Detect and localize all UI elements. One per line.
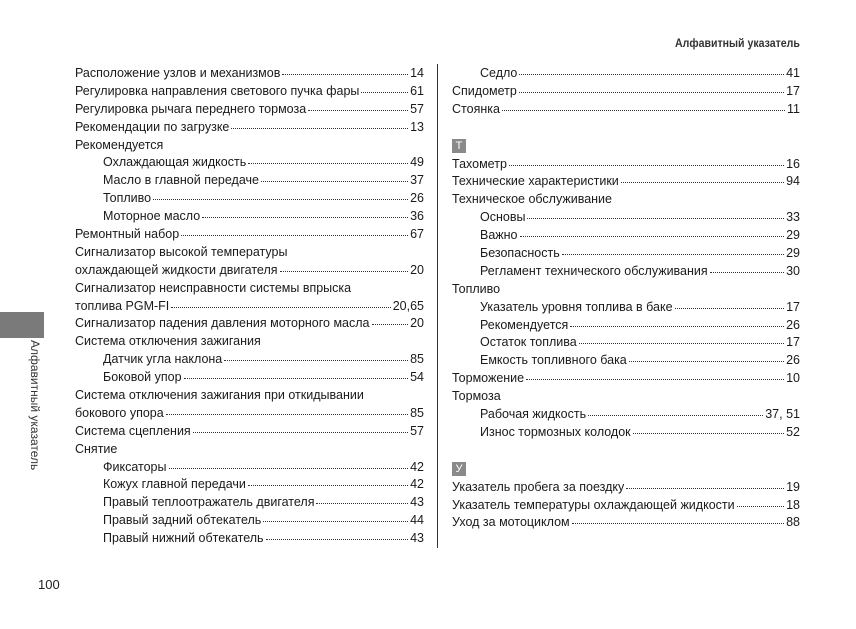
index-entry-term: бокового упора	[75, 405, 164, 420]
dot-leader	[266, 539, 409, 540]
index-entry-page: 88	[786, 515, 800, 530]
index-entry	[75, 262, 424, 280]
index-entry	[75, 494, 424, 512]
index-entry-term: Сигнализатор неисправности системы впрыска	[75, 280, 352, 295]
index-entry	[452, 406, 800, 424]
dot-leader	[570, 326, 784, 327]
index-entry-term: Моторное масло	[103, 209, 201, 224]
index-entry	[75, 226, 424, 244]
index-entry-term: Торможение	[452, 371, 525, 386]
dot-leader	[316, 503, 408, 504]
index-entry	[75, 369, 424, 387]
dot-leader	[184, 378, 409, 379]
index-entry-term: Правый нижний обтекатель	[103, 531, 264, 546]
index-entry-term: Уход за мотоциклом	[452, 515, 570, 530]
index-entry-term: Указатель пробега за поездку	[452, 479, 625, 494]
dot-leader	[737, 506, 784, 507]
index-entry-term: топлива PGM-FI	[75, 298, 170, 313]
dot-leader	[588, 415, 763, 416]
index-entry	[75, 333, 424, 351]
index-entry-term: Емкость топливного бака	[480, 353, 627, 368]
index-entry-term: Указатель температуры охлаждающей жидкости	[452, 497, 735, 512]
index-entry-term: Тахометр	[452, 156, 507, 171]
dot-leader	[181, 235, 408, 236]
index-entry-term: Регулировка направления светового пучка фары	[75, 83, 360, 98]
index-entry	[75, 154, 424, 172]
index-entry	[75, 512, 424, 530]
index-entry-term: Рекомендуется	[480, 317, 569, 332]
dot-leader	[166, 414, 408, 415]
index-entry	[75, 423, 424, 441]
index-entry-page: 13	[410, 119, 424, 134]
index-entry-term: Ремонтный набор	[75, 227, 180, 242]
index-entry	[452, 263, 800, 281]
dot-leader	[519, 92, 784, 93]
dot-leader	[248, 485, 408, 486]
index-entry-page: 17	[786, 299, 800, 314]
index-entry-term: Кожух главной передачи	[103, 477, 246, 492]
index-entry	[452, 370, 800, 388]
index-entry	[452, 497, 800, 515]
index-entry-page: 43	[410, 531, 424, 546]
dot-leader	[579, 343, 784, 344]
dot-leader	[372, 324, 409, 325]
index-entry-term: Боковой упор	[103, 370, 182, 385]
dot-leader	[282, 74, 408, 75]
index-entry	[75, 244, 424, 262]
index-entry	[75, 441, 424, 459]
index-entry	[75, 405, 424, 423]
index-entry-page: 20	[410, 316, 424, 331]
index-entry-page: 14	[410, 66, 424, 80]
index-entry-term: Система сцепления	[75, 423, 191, 438]
index-entry-page: 43	[410, 495, 424, 510]
dot-leader	[224, 360, 408, 361]
index-entry	[75, 190, 424, 208]
index-entry-page: 11	[787, 101, 800, 116]
index-entry-term: Система отключения зажигания при откидывании	[75, 388, 364, 403]
section-letter-t: Т	[452, 139, 466, 153]
index-entry	[75, 315, 424, 333]
index-entry-term: Важно	[480, 228, 518, 243]
index-entry	[75, 298, 424, 316]
section-letter-u: У	[452, 462, 466, 476]
index-entry-page: 33	[786, 210, 800, 225]
dot-leader	[231, 128, 408, 129]
dot-leader	[509, 165, 784, 166]
dot-leader	[621, 182, 784, 183]
index-entry-term: Топливо	[452, 281, 501, 296]
dot-leader	[308, 110, 408, 111]
index-entry-term: Износ тормозных колодок	[480, 424, 631, 439]
index-entry	[452, 209, 800, 227]
index-entry-page: 19	[786, 479, 800, 494]
index-entry	[75, 208, 424, 226]
dot-leader	[502, 110, 785, 111]
index-entry-page: 49	[410, 155, 424, 170]
index-entry-page: 10	[786, 371, 800, 386]
index-entry	[75, 101, 424, 119]
index-entry	[452, 227, 800, 245]
index-entry-term: Фиксаторы	[103, 459, 167, 474]
index-entry	[75, 172, 424, 190]
index-entry-page: 16	[786, 156, 800, 171]
index-entry	[75, 530, 424, 548]
index-entry-term: Технические характеристики	[452, 174, 619, 189]
index-entry-page: 26	[786, 353, 800, 368]
dot-leader	[629, 361, 784, 362]
index-entry	[452, 299, 800, 317]
index-entry	[452, 424, 800, 442]
dot-leader	[171, 307, 390, 308]
index-entry	[452, 245, 800, 263]
index-entry	[452, 317, 800, 335]
index-entry	[452, 479, 800, 497]
index-entry-page: 61	[410, 83, 424, 98]
index-entry-page: 20	[410, 262, 424, 277]
index-entry-term: Система отключения зажигания	[75, 334, 261, 349]
index-entry	[75, 476, 424, 494]
index-entry-term: Правый теплоотражатель двигателя	[103, 495, 315, 510]
index-entry-term: Указатель уровня топлива в баке	[480, 299, 673, 314]
index-entry-term: Правый задний обтекатель	[103, 513, 262, 528]
column-divider	[437, 64, 438, 548]
index-entry-page: 20,65	[392, 298, 424, 313]
dot-leader	[202, 217, 408, 218]
index-entry-page: 85	[410, 405, 424, 420]
index-group-u	[452, 479, 800, 533]
index-entry	[452, 156, 800, 174]
index-entry-term: охлаждающей жидкости двигателя	[75, 262, 278, 277]
index-entry-page: 18	[786, 497, 800, 512]
index-entry	[75, 459, 424, 477]
index-entry-term: Регламент технического обслуживания	[480, 263, 708, 278]
dot-leader	[280, 271, 409, 272]
dot-leader	[572, 523, 784, 524]
dot-leader	[153, 199, 408, 200]
index-entry-term: Основы	[480, 210, 526, 225]
index-entry-page: 52	[786, 424, 800, 439]
index-entry-term: Безопасность	[480, 246, 560, 261]
index-entry-page: 26	[786, 317, 800, 332]
index-entry	[75, 351, 424, 369]
index-entry	[452, 388, 800, 406]
index-entry-term: Сигнализатор высокой температуры	[75, 244, 288, 259]
index-entry-term: Топливо	[103, 191, 152, 206]
index-entry-page: 17	[786, 83, 800, 98]
index-entry-page: 57	[410, 101, 424, 116]
dot-leader	[261, 181, 408, 182]
index-entry-page: 54	[410, 370, 424, 385]
index-entry	[452, 65, 800, 83]
dot-leader	[626, 488, 784, 489]
index-entry-term: Снятие	[75, 441, 118, 456]
section-gap	[452, 119, 800, 137]
index-entry-term: Датчик угла наклона	[103, 352, 223, 367]
index-entry	[452, 334, 800, 352]
index-entry-term: Сигнализатор падения давления моторного масла	[75, 316, 370, 331]
index-entry-term: Техническое обслуживание	[452, 192, 612, 207]
index-entry-page: 42	[410, 459, 424, 474]
side-section-label: Алфавитный указатель	[28, 340, 42, 471]
index-entry-term: Тормоза	[452, 389, 501, 404]
index-entry-term: Седло	[480, 66, 518, 80]
index-entry-page: 29	[786, 246, 800, 261]
dot-leader	[361, 92, 408, 93]
index-entry	[75, 83, 424, 101]
dot-leader	[169, 468, 409, 469]
dot-leader	[633, 433, 784, 434]
index-entry-page: 44	[410, 513, 424, 528]
dot-leader	[263, 521, 408, 522]
index-entry	[452, 83, 800, 101]
section-heading-u	[452, 460, 800, 479]
dot-leader	[520, 236, 785, 237]
index-entry-page: 30	[786, 263, 800, 278]
index-entry	[452, 514, 800, 532]
dot-leader	[710, 272, 784, 273]
index-entry	[452, 191, 800, 209]
index-entry	[452, 281, 800, 299]
index-entry-page: 41	[786, 66, 800, 80]
dot-leader	[675, 308, 785, 309]
index-entry-term: Остаток топлива	[480, 335, 577, 350]
index-entry	[75, 387, 424, 405]
index-entry-page: 57	[410, 423, 424, 438]
index-entry-term: Стоянка	[452, 101, 500, 116]
index-entry-term: Расположение узлов и механизмов	[75, 66, 281, 80]
index-entry	[75, 280, 424, 298]
index-column-left	[75, 65, 424, 548]
index-entry-page: 26	[410, 191, 424, 206]
page-number: 100	[38, 577, 60, 592]
index-entry-term: Масло в главной передаче	[103, 173, 259, 188]
dot-leader	[526, 379, 784, 380]
dot-leader	[562, 254, 784, 255]
index-group-t	[452, 156, 800, 442]
index-entry	[452, 101, 800, 119]
running-header: Алфавитный указатель	[675, 36, 800, 50]
index-entry-term: Рекомендуется	[75, 137, 164, 152]
index-entry	[452, 173, 800, 191]
index-entry	[75, 137, 424, 155]
index-entry-term: Рекомендации по загрузке	[75, 119, 230, 134]
index-entry	[452, 352, 800, 370]
section-heading-t	[452, 137, 800, 156]
dot-leader	[519, 74, 784, 75]
index-entry-term: Охлаждающая жидкость	[103, 155, 247, 170]
index-group-s-continued	[452, 65, 800, 119]
index-column-right	[452, 65, 800, 532]
index-entry	[75, 65, 424, 83]
dot-leader	[193, 432, 408, 433]
index-entry-page: 17	[786, 335, 800, 350]
index-entry-page: 42	[410, 477, 424, 492]
index-entry-term: Спидометр	[452, 83, 517, 98]
index-entry-term: Рабочая жидкость	[480, 407, 587, 422]
index-entry-page: 37	[410, 173, 424, 188]
index-entry-term: Регулировка рычага переднего тормоза	[75, 101, 307, 116]
index-entry-page: 85	[410, 352, 424, 367]
index-entry-page: 29	[786, 228, 800, 243]
index-entry-page: 67	[410, 227, 424, 242]
index-entry-page: 94	[786, 174, 800, 189]
dot-leader	[248, 163, 408, 164]
index-entry	[75, 119, 424, 137]
section-tab-marker	[0, 312, 44, 338]
dot-leader	[527, 218, 784, 219]
section-gap	[452, 442, 800, 460]
index-entry-page: 36	[410, 209, 424, 224]
index-entry-page: 37, 51	[765, 407, 800, 422]
